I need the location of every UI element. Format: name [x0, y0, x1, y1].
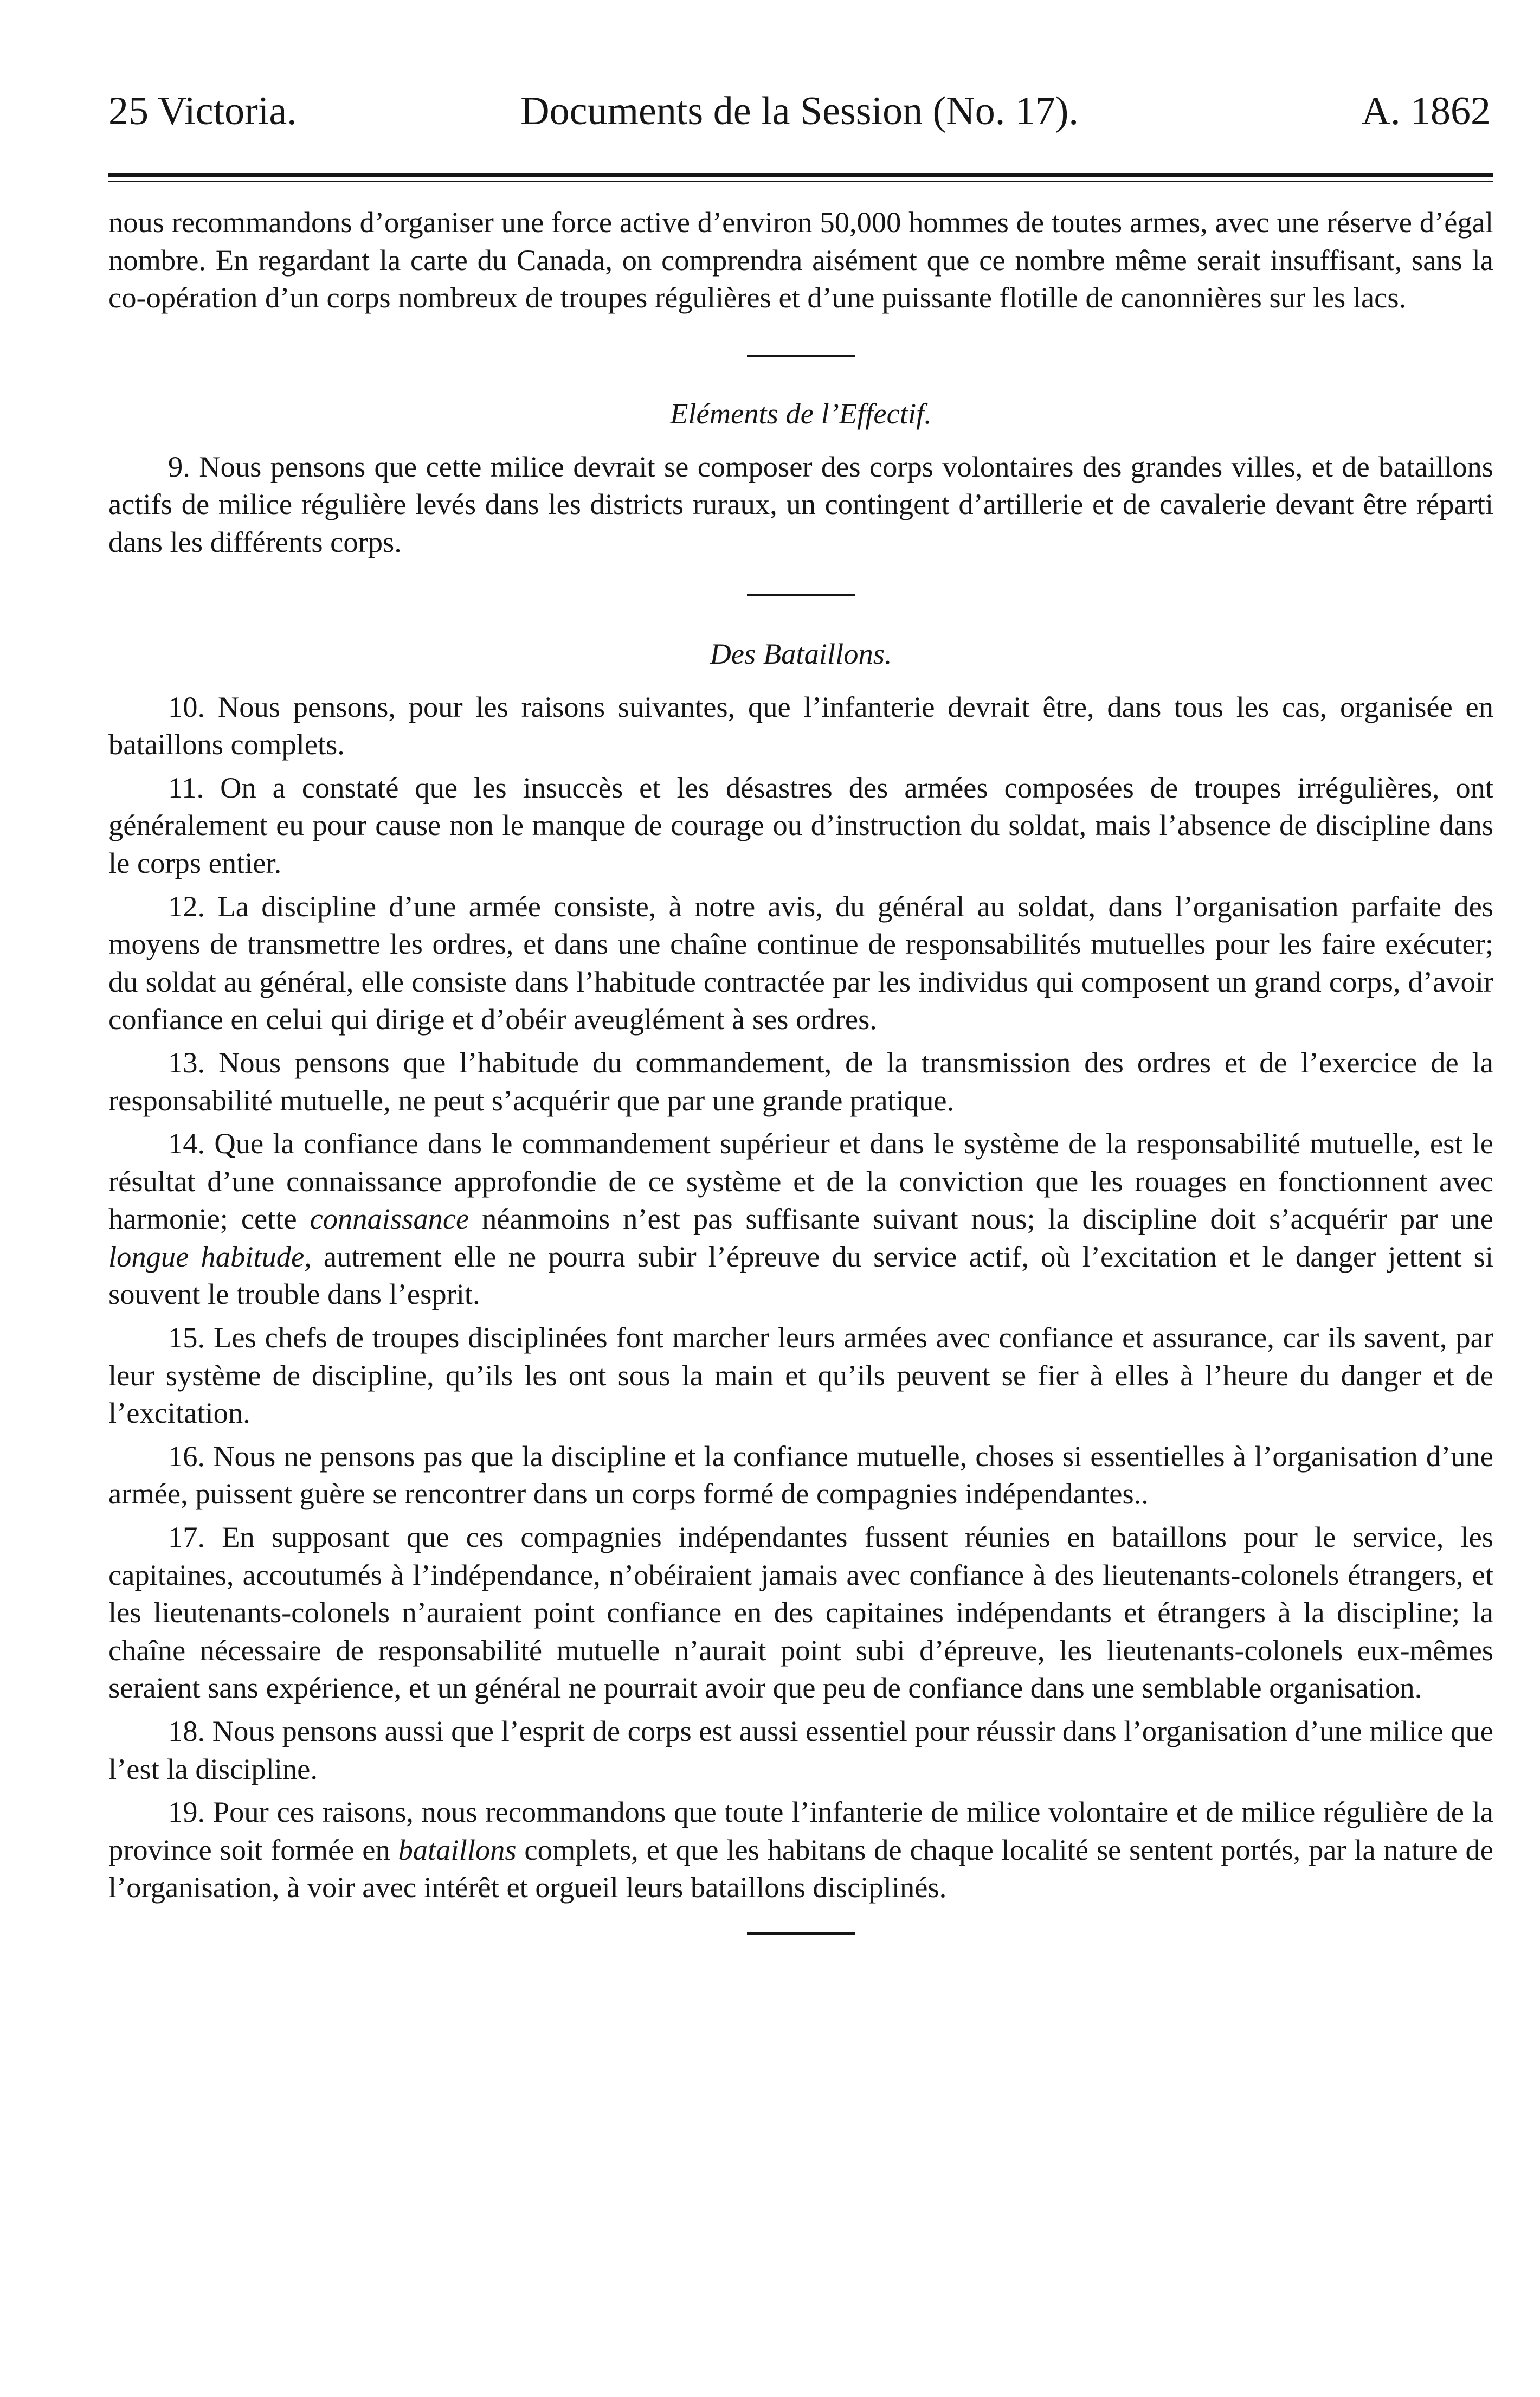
- paragraph-12: 12. La discipline d’une armée consiste, à notre avis, du général au soldat, dans l’organisation parfaite des moyens de transmettre les ordres, et dans une chaîne continue de responsabilités mutuelles pour les faire exécuter; du soldat au général, elle consiste dans l’habitude contractée par les individus qui composent un grand corps, d’avoir confiance en celui qui dirige et d’obéir aveuglément à ses ordres.: [108, 889, 1493, 1036]
- paragraph-16: 16. Nous ne pensons pas que la discipline et la confiance mutuelle, choses si essentielles à l’organisation d’une armée, puissent guère se rencontrer dans un corps formé de compagnies indépendantes..: [108, 1439, 1493, 1511]
- section-heading-effectif: Eléments de l’Effectif.: [670, 396, 932, 430]
- section-heading-bataillons: Des Bataillons.: [710, 637, 892, 670]
- header-year: A. 1862: [1361, 89, 1491, 133]
- intro-paragraph: nous recommandons d’organiser une force active d’environ 50,000 hommes de toutes armes, avec une réserve d’égal nombre. En regardant la carte du Canada, on comprendra aisément que ce nombre même serait insuffisant, sans la co-opération d’un corps nombreux de troupes régulières et d’une puissante flotille de canonnières sur les lacs.: [108, 205, 1493, 314]
- paragraph-13: 13. Nous pensons que l’habitude du commandement, de la transmission des ordres et de l’exercice de la responsabilité mutuelle, ne peut s’acquérir que par une grande pratique.: [108, 1045, 1493, 1117]
- paragraph-15: 15. Les chefs de troupes disciplinées font marcher leurs armées avec confiance et assurance, car ils savent, par leur système de discipline, qu’ils les ont sous la main et qu’ils peuvent se fier à elles à l’heure du danger et de l’excitation.: [108, 1321, 1493, 1430]
- body-text: [108, 203, 1493, 1935]
- header-rule-thin: [108, 181, 1493, 182]
- paragraph-14-part-c: autrement elle ne pourra subir l’épreuve du service actif, où l’excitation et le danger jettent si souvent le trouble dans l’esprit.: [108, 1239, 1493, 1311]
- paragraph-19-part-a: 19. Pour ces raisons, nous recommandons que toute l’infanterie de milice volontaire et de milice régulière de la province soit formée en: [108, 1795, 1493, 1866]
- paragraph-19-part-b: complets, et que les habitans de chaque localité se sentent portés, par la nature de l’organisation, à voir avec intérêt et orgueil leurs bataillons disciplinés.: [108, 1833, 1493, 1904]
- paragraph-14-part-a: 14. Que la confiance dans le commandement supérieur et dans le système de la responsabilité mutuelle, est le résultat d’une connaissance approfondie de ce système et de la conviction que les rouages en fonctionnent avec harmonie; cette: [108, 1127, 1493, 1236]
- header-document-title: Documents de la Session (No. 17).: [520, 89, 1079, 133]
- paragraph-14: [108, 1124, 1493, 1313]
- paragraph-19: [108, 1793, 1493, 1906]
- paragraph-11: 11. On a constaté que les insuccès et les désastres des armées composées de troupes irrégulières, ont généralement eu pour cause non le manque de courage ou d’instruction du soldat, mais l’absence de discipline dans le corps entier.: [108, 770, 1493, 879]
- header-regnal-year: 25 Victoria.: [108, 89, 297, 133]
- paragraph-18: 18. Nous pensons aussi que l’esprit de corps est aussi essentiel pour réussir dans l’organisation d’une milice que l’est la discipline.: [108, 1714, 1493, 1785]
- paragraph-17: 17. En supposant que ces compagnies indépendantes fussent réunies en bataillons pour le service, les capitaines, accoutumés à l’indépendance, n’obéiraient jamais avec confiance à des lieutenants-colonels étrangers, et les lieutenants-colonels n’auraient point confiance en des capitaines indépendants et étrangers à la discipline; la chaîne nécessaire de responsabilité mutuelle n’aurait point subi d’épreuve, les lieutenants-colonels eux-mêmes seraient sans expérience, et un général ne pourrait avoir que peu de confiance dans une semblable organisation.: [108, 1520, 1493, 1705]
- end-separator: [747, 1932, 855, 1935]
- paragraph-10: 10. Nous pensons, pour les raisons suivantes, que l’infanterie devrait être, dans tous les cas, organisée en bataillons complets.: [108, 690, 1493, 761]
- paragraph-19-emphasis-bataillons: bataillons: [398, 1833, 517, 1866]
- section-separator: [747, 594, 855, 596]
- section-separator: [747, 355, 855, 357]
- paragraph-14-emphasis-longue-habitude: longue habitude,: [108, 1239, 312, 1273]
- header-rule-thick: [108, 173, 1493, 177]
- paragraph-14-part-b: néanmoins n’est pas suffisante suivant nous; la discipline doit s’acquérir par une: [469, 1202, 1493, 1236]
- paragraph-14-emphasis-connaissance: connaissance: [310, 1202, 469, 1236]
- paragraph-9: 9. Nous pensons que cette milice devrait se composer des corps volontaires des grandes villes, et de bataillons actifs de milice régulière levés dans les districts ruraux, un contingent d’artillerie et de cavalerie devant être réparti dans les différents corps.: [108, 449, 1493, 558]
- running-header: [108, 81, 1491, 141]
